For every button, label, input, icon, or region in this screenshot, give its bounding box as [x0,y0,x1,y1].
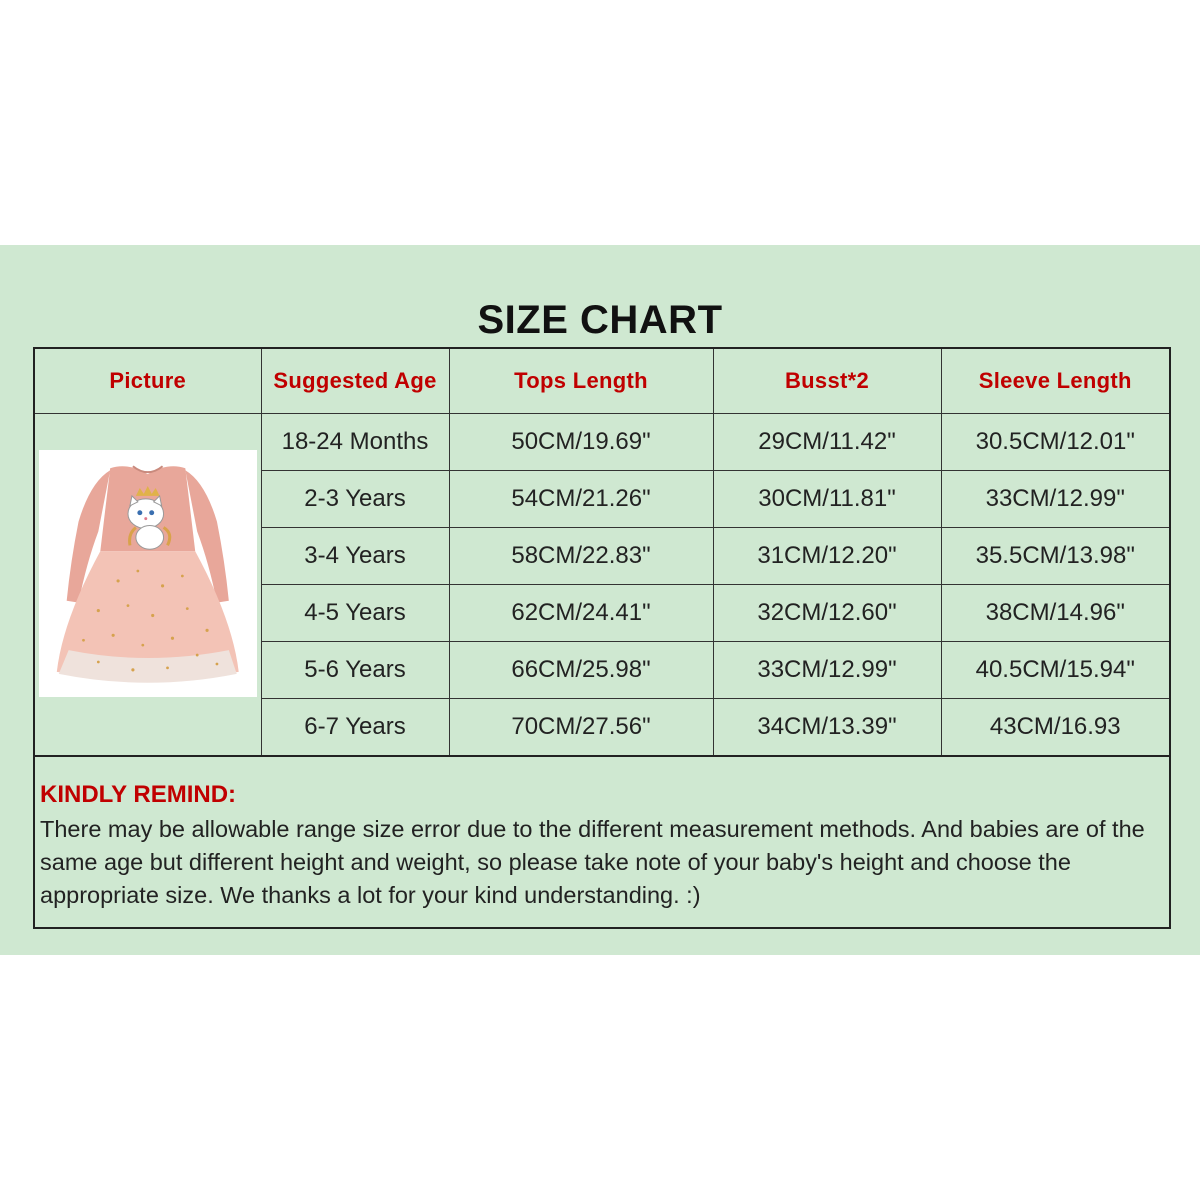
bust-cell: 32CM/12.60" [713,585,941,642]
bust-cell: 31CM/12.20" [713,528,941,585]
bust-cell: 33CM/12.99" [713,642,941,699]
age-cell: 3-4 Years [261,528,449,585]
table-header-row [34,348,1170,414]
header-bust: Busst*2 [713,348,941,414]
bust-cell: 34CM/13.39" [713,699,941,757]
sleeve-length-cell: 43CM/16.93 [941,699,1170,757]
tops-length-cell: 66CM/25.98" [449,642,713,699]
picture-cell [34,414,261,757]
age-cell: 5-6 Years [261,642,449,699]
tops-length-cell: 50CM/19.69" [449,414,713,471]
age-cell: 2-3 Years [261,471,449,528]
header-suggested-age: Suggested Age [261,348,449,414]
sleeve-length-cell: 35.5CM/13.98" [941,528,1170,585]
page-title: SIZE CHART [477,298,723,342]
size-chart-table [33,347,1171,757]
bust-cell: 30CM/11.81" [713,471,941,528]
sleeve-length-cell: 38CM/14.96" [941,585,1170,642]
header-picture: Picture [34,348,261,414]
header-tops-length: Tops Length [449,348,713,414]
sleeve-length-cell: 33CM/12.99" [941,471,1170,528]
kindly-remind-box [33,755,1171,929]
sleeve-length-cell: 30.5CM/12.01" [941,414,1170,471]
tops-length-cell: 62CM/24.41" [449,585,713,642]
tops-length-cell: 58CM/22.83" [449,528,713,585]
sleeve-length-cell: 40.5CM/15.94" [941,642,1170,699]
remind-title: KINDLY REMIND: [40,781,237,808]
dress-image [39,450,257,697]
dress-illustration-icon [39,450,257,697]
age-cell: 4-5 Years [261,585,449,642]
tops-length-cell: 70CM/27.56" [449,699,713,757]
age-cell: 18-24 Months [261,414,449,471]
remind-text: There may be allowable range size error due to the different measurement methods. And babies are of the same age but different height and weight, so please take note of your baby's height and choose the appropriate size. We thanks a lot for your kind understanding. :) [40,816,1145,908]
age-cell: 6-7 Years [261,699,449,757]
bust-cell: 29CM/11.42" [713,414,941,471]
tops-length-cell: 54CM/21.26" [449,471,713,528]
header-sleeve-length: Sleeve Length [941,348,1170,414]
table-row [34,414,1170,471]
